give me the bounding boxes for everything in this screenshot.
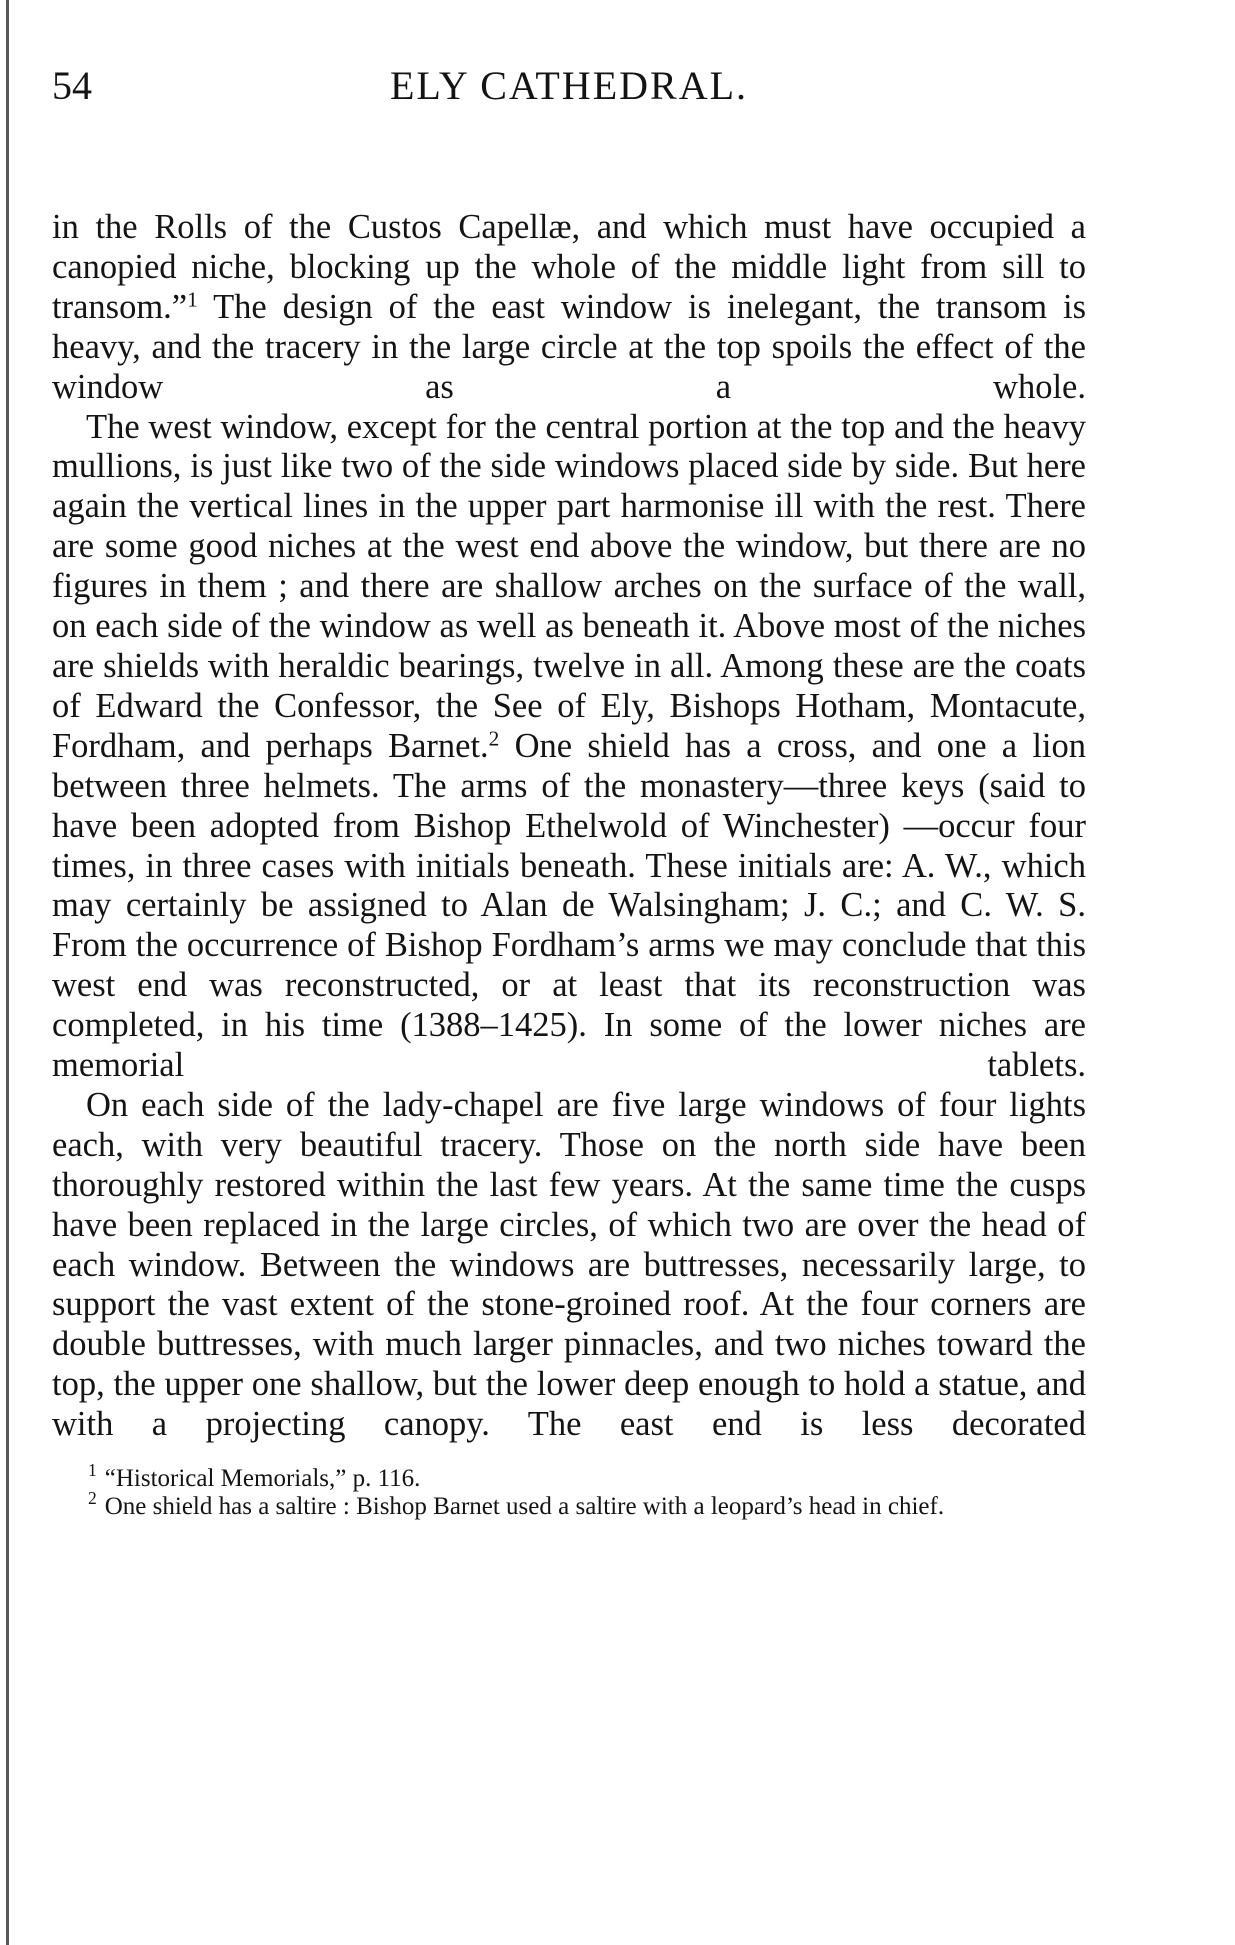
book-page	[52, 62, 1086, 1521]
footnote-2-text: One shield has a saltire : Bishop Barnet used a saltire with a leopard’s head in chief.	[104, 1493, 945, 1521]
page-binding-edge	[6, 0, 9, 1945]
footnote-ref-1: 1	[187, 287, 198, 312]
footnote-1-text: “Historical Memorials,” p. 116.	[104, 1465, 421, 1493]
running-title: ELY CATHEDRAL.	[389, 63, 749, 108]
paragraph-2-text-a: The west window, except for the central portion at the top and the heavy mullions, is just like two of the side windows placed side by side. But here again the vertical lines in the upper part harmonise ill with the rest. There are some good niches at the west end above the window, but there are no figures in them ; and there are shallow arches on the surface of the wall, on each side of the window as well as beneath it. Above most of the niches are shields with heraldic bearings, twelve in all. Among these are the coats of Edward the Confessor, the See of Ely, Bishops Hotham, Montacute, Fordham, and perhaps Barnet.	[52, 407, 1086, 765]
page-number: 54	[52, 63, 92, 108]
paragraph-2-text-b: One shield has a cross, and one a lion between three helmets. The arms of the monastery—three keys (said to have been adopted from Bishop Ethelwold of Winchester) —occur four times, in three cases with initials beneath. These initials are: A. W., which may certainly be assigned to Alan de Walsingham; J. C.; and C. W. S. From the occurrence of Bishop Fordham’s arms we may conclude that this west end was reconstructed, or at least that its reconstruction was completed, in his time (1388–1425). In some of the lower niches are memorial tablets.	[52, 726, 1087, 1085]
paragraph-1-text-b: The design of the east window is inelegant, the transom is heavy, and the tracery in the large circle at the top spoils the effect of the window as a whole.	[52, 287, 1086, 406]
footnote-1-marker: 1	[88, 1460, 97, 1481]
paragraph-1-text-a: in the Rolls of the Custos Capellæ, and which must have occupied a canopied niche, blocking up the whole of the middle light from sill to transom.”	[52, 208, 1086, 326]
body-text	[52, 208, 1086, 1445]
footnote-1	[52, 1460, 1086, 1493]
running-head	[52, 62, 1086, 122]
paragraph-2	[52, 408, 1086, 1086]
footnote-ref-2: 2	[488, 726, 500, 751]
paragraph-3: On each side of the lady-chapel are five large windows of four lights each, with very beautiful tracery. Those on the north side have been thoroughly restored within the last few years. At the same time the cusps have been replaced in the large circles, of which two are over the head of each window. Between the windows are buttresses, necessarily large, to support the vast extent of the stone-groined roof. At the four corners are double buttresses, with much larger pinnacles, and two niches toward the top, the upper one shallow, but the lower deep enough to hold a statue, and with a projecting canopy. The east end is less decorated	[52, 1085, 1086, 1444]
footnote-2-marker: 2	[88, 1488, 97, 1509]
paragraph-1	[52, 208, 1086, 408]
footnotes	[52, 1460, 1086, 1521]
footnote-2	[52, 1488, 1086, 1521]
